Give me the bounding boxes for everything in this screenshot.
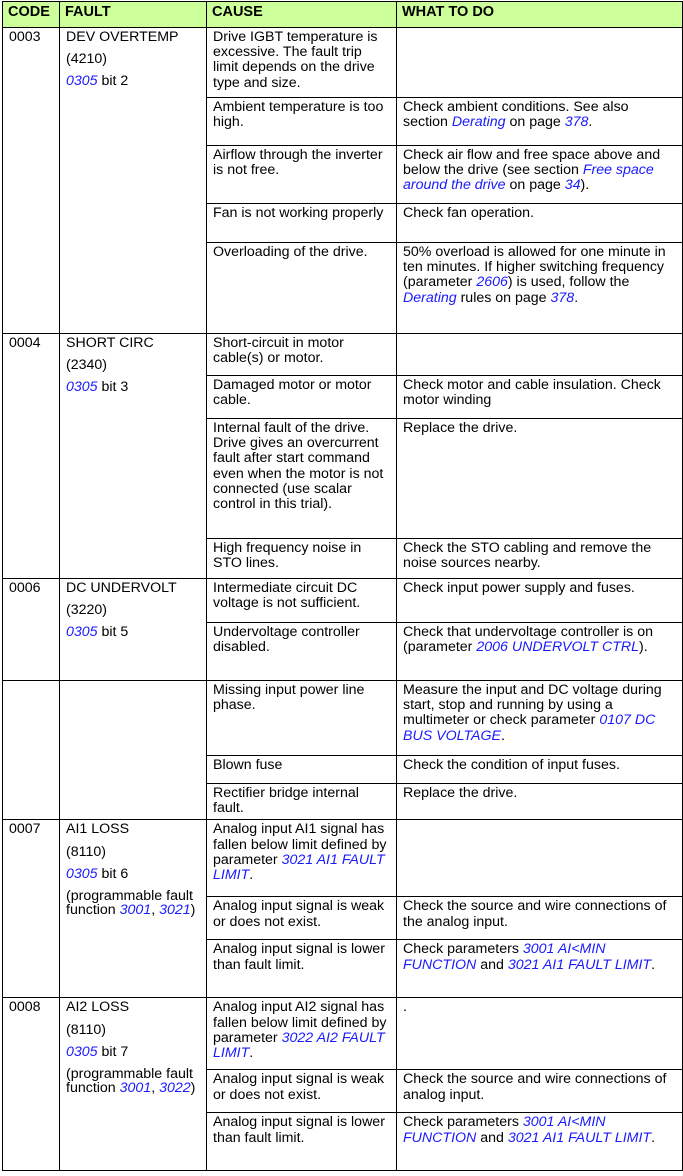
cause-cell: Overloading of the drive. — [207, 243, 397, 334]
table-row — [3, 579, 683, 623]
parameter-link[interactable]: 3021 AI1 FAULT LIMIT — [213, 851, 385, 884]
parameter-link[interactable]: 0305 — [66, 865, 98, 882]
action-cell: Check the source and wire connections of analog input. — [397, 1070, 683, 1113]
parameter-link[interactable]: 3022 AI2 FAULT LIMIT — [213, 1029, 385, 1062]
action-cell: Check that undervoltage controller is on (parameter 2006 UNDERVOLT CTRL). — [397, 623, 683, 681]
fault-number: (8110) — [66, 843, 106, 860]
fault-name: AI1 LOSS — [66, 821, 130, 838]
header-row — [3, 2, 683, 28]
parameter-link[interactable]: 0305 — [66, 379, 98, 396]
action-cell: Check the source and wire connections of the analog input. — [397, 897, 683, 940]
fault-number: (2340) — [66, 357, 108, 374]
cause-cell: Analog input signal is weak or does not exist. — [207, 1070, 397, 1113]
fault-cell — [60, 334, 207, 579]
parameter-link[interactable]: 0107 DC BUS VOLTAGE — [403, 712, 656, 744]
parameter-bit: bit 7 — [97, 1043, 129, 1060]
table-row — [3, 998, 683, 1070]
cause-cell: Intermediate circuit DC voltage is not sufficient. — [207, 579, 397, 623]
cause-cell: Analog input signal is lower than fault limit. — [207, 940, 397, 998]
parameter-link[interactable]: 0305 — [66, 73, 98, 90]
fault-number: (8110) — [66, 1021, 106, 1038]
action-cell: Check parameters 3001 AI<MIN FUNCTION and 3021 AI1 FAULT LIMIT. — [397, 1113, 683, 1171]
programmable-note: (programmable fault function — [66, 888, 193, 919]
cause-cell: Blown fuse — [207, 756, 397, 784]
action-cell: Check ambient conditions. See also section Derating on page 378. — [397, 98, 683, 146]
fault-number: (4210) — [66, 51, 108, 68]
parameter-link[interactable]: 3022 — [159, 1080, 191, 1097]
fault-name: AI2 LOSS — [66, 999, 130, 1016]
parameter-link[interactable]: 2606 — [476, 274, 508, 291]
cause-cell: Analog input signal is weak or does not exist. — [207, 897, 397, 940]
header-what-to-do: WHAT TO DO — [397, 2, 683, 28]
parameter-link[interactable]: 3001 — [119, 902, 152, 919]
cause-cell: Analog input signal is lower than fault limit. — [207, 1113, 397, 1171]
header-code: CODE — [3, 2, 60, 28]
parameter-bit: bit 3 — [97, 379, 129, 396]
cause-cell: Undervoltage controller disabled. — [207, 623, 397, 681]
fault-cell — [60, 681, 207, 820]
fault-number: (3220) — [66, 602, 108, 619]
fault-name: SHORT CIRC — [66, 335, 154, 351]
cause-cell: Rectifier bridge internal fault. — [207, 784, 397, 820]
fault-cell: AI2 LOSS (8110) 0305 bit 7 (programmable fault function 3001, 3022) — [60, 998, 207, 1171]
action-cell — [397, 334, 683, 376]
fault-cell — [60, 579, 207, 681]
fault-code-cell: 0003 — [3, 28, 60, 334]
action-cell — [397, 28, 683, 98]
cause-cell: Analog input AI2 signal has fallen below limit defined by parameter 3022 AI2 FAULT LIMIT. — [207, 998, 397, 1070]
cause-cell: Internal fault of the drive. Drive gives an overcurrent fault after start command even when the motor is not connected (use scalar control in this trial). — [207, 419, 397, 539]
page-link[interactable]: 378 — [564, 114, 589, 131]
table-row — [3, 334, 683, 376]
cause-cell: Fan is not working properly — [207, 204, 397, 243]
cause-cell: Short-circuit in motor cable(s) or motor. — [207, 334, 397, 376]
action-cell: Measure the input and DC voltage during start, stop and running by using a multimeter or check parameter 0107 DC BUS VOLTAGE. — [397, 681, 683, 756]
cause-cell: Drive IGBT temperature is excessive. The fault trip limit depends on the drive type and size. — [207, 28, 397, 98]
parameter-link[interactable]: 2006 UNDERVOLT CTRL — [476, 639, 640, 656]
action-cell: Check parameters 3001 AI<MIN FUNCTION and 3021 AI1 FAULT LIMIT. — [397, 940, 683, 998]
action-cell: Check input power supply and fuses. — [397, 579, 683, 623]
cause-cell: Analog input AI1 signal has fallen below limit defined by parameter 3021 AI1 FAULT LIMIT. — [207, 820, 397, 897]
fault-cell — [60, 28, 207, 334]
table-row — [3, 681, 683, 756]
parameter-link[interactable]: 0305 — [66, 624, 98, 641]
action-cell: Check motor and cable insulation. Check motor winding — [397, 376, 683, 419]
cause-cell: Airflow through the inverter is not free. — [207, 146, 397, 204]
action-cell: Check the condition of input fuses. — [397, 756, 683, 784]
parameter-link[interactable]: 3001 — [119, 1080, 152, 1097]
derating-link[interactable]: Derating — [403, 289, 457, 306]
derating-link[interactable]: Derating — [451, 114, 506, 131]
action-cell: 50% overload is allowed for one minute in ten minutes. If higher switching frequency (parameter 2606) is used, follow the Derating rules on page 378. — [397, 243, 683, 334]
action-cell: Check fan operation. — [397, 204, 683, 243]
parameter-link[interactable]: 3001 AI<MIN FUNCTION — [403, 941, 606, 973]
table-row — [3, 28, 683, 98]
fault-table — [2, 1, 683, 1171]
fault-code-cell: 0004 — [3, 334, 60, 579]
cause-cell: Missing input power line phase. — [207, 681, 397, 756]
free-space-link[interactable]: Free space around the drive — [403, 162, 654, 194]
fault-name: DC UNDERVOLT — [66, 580, 177, 596]
action-cell: Check the STO cabling and remove the noise sources nearby. — [397, 539, 683, 579]
cause-cell: Ambient temperature is too high. — [207, 98, 397, 146]
programmable-note: (programmable fault function — [66, 1066, 193, 1097]
action-cell: Check air flow and free space above and below the drive (see section Free space around the drive on page 34). — [397, 146, 683, 204]
header-fault: FAULT — [60, 2, 207, 28]
table-row — [3, 820, 683, 897]
page-link[interactable]: 34 — [564, 177, 581, 194]
parameter-bit: bit 2 — [97, 73, 129, 90]
action-cell: Replace the drive. — [397, 419, 683, 539]
parameter-link[interactable]: 3001 AI<MIN FUNCTION — [403, 1114, 606, 1146]
cause-cell: Damaged motor or motor cable. — [207, 376, 397, 419]
header-cause: CAUSE — [207, 2, 397, 28]
parameter-link[interactable]: 0305 — [66, 1043, 98, 1060]
fault-code-cell: 0006 — [3, 579, 60, 681]
fault-code-cell: 0008 — [3, 998, 60, 1171]
parameter-link[interactable]: 3021 — [159, 902, 191, 919]
parameter-link[interactable]: 3021 AI1 FAULT LIMIT — [507, 956, 652, 973]
action-cell: Replace the drive. — [397, 784, 683, 820]
cause-cell: High frequency noise in STO lines. — [207, 539, 397, 579]
parameter-bit: bit 5 — [97, 624, 129, 641]
fault-name: DEV OVERTEMP — [66, 29, 179, 45]
fault-cell: AI1 LOSS (8110) 0305 bit 6 (programmable fault function 3001, 3021) — [60, 820, 207, 998]
parameter-link[interactable]: 3021 AI1 FAULT LIMIT — [507, 1129, 652, 1146]
fault-code-cell: 0007 — [3, 820, 60, 998]
parameter-bit: bit 6 — [97, 865, 129, 882]
fault-code-cell — [3, 681, 60, 820]
action-cell — [397, 820, 683, 897]
page-link[interactable]: 378 — [550, 289, 575, 306]
action-cell: . — [397, 998, 683, 1070]
